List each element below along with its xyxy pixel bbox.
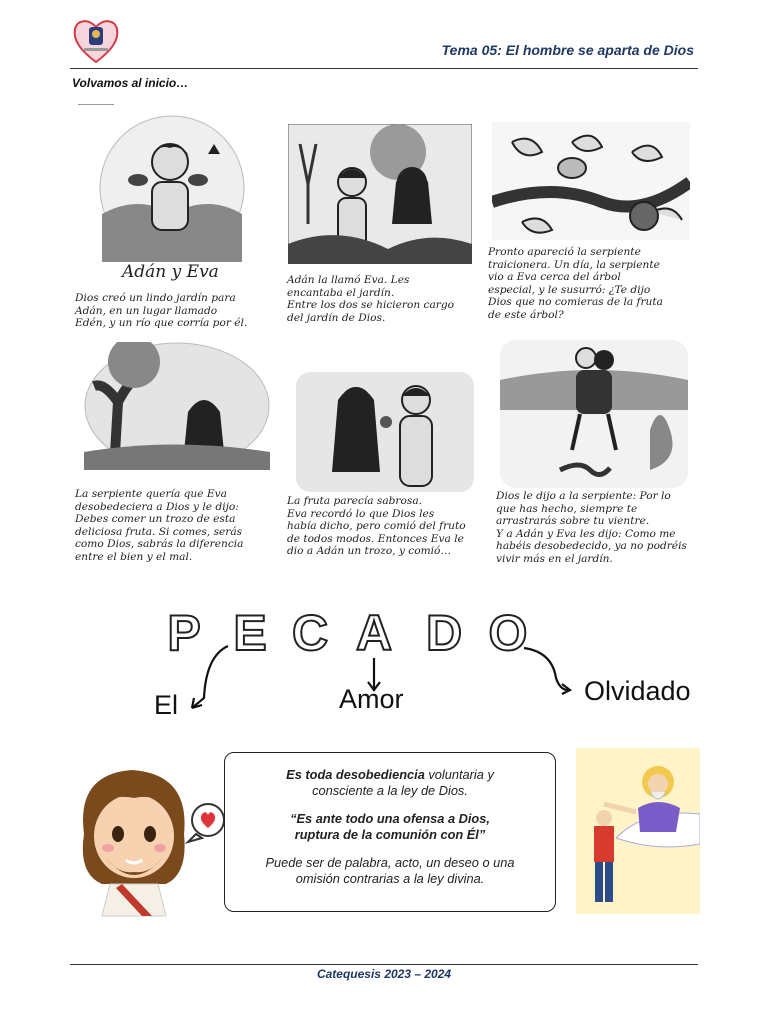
panel-5-caption: La fruta parecía sabrosa. Eva recordó lo que Dios les había dicho, pero comió del fruto de todos modos. Entonces Eva le dio a Adán un trozo, y comió…	[287, 495, 466, 558]
acrostic-letter: E	[233, 605, 267, 656]
eve-fruit-illustration	[296, 372, 474, 492]
definition-quote: “Es ante todo una ofensa a Dios, ruptura de la comunión con Él”	[290, 811, 490, 842]
definition-line-3: Puede ser de palabra, acto, un deseo o una omisión contrarias a la ley divina.	[265, 855, 515, 886]
acrostic-letter: C	[291, 605, 329, 656]
acrostic-letter: O	[488, 605, 528, 656]
serpent-illustration	[492, 122, 690, 240]
sin-definition-box	[224, 752, 556, 912]
eve-tree-illustration	[84, 342, 270, 470]
acrostic-word-olvidado: Olvidado	[584, 676, 691, 706]
panel-1-title: Adán y Eva	[122, 262, 219, 282]
definition-line-1	[225, 767, 555, 799]
panel-1-caption: Dios creó un lindo jardín para Adán, en un lugar llamado Edén, y un río que corría por él.	[75, 292, 248, 330]
arrow-to-olvidado	[524, 648, 568, 690]
panel-3-caption: Pronto apareció la serpiente traicionera. Un día, la serpiente vio a Eva cerca del árbol especial, y le susurró: ¿Te dijo Dios que no comieras de la fruta de este árbol?	[488, 246, 663, 321]
parish-logo-icon	[70, 14, 122, 66]
panel-6-caption: Dios le dijo a la serpiente: Por lo que has hecho, siempre te arrastrarás sobre tu vientre. Y a Adán y Eva les dijo: Como me habéis desobedecido, ya no podréis vivir más en el jardín.	[496, 490, 687, 565]
acrostic-word-el: El	[154, 690, 179, 720]
footer-text: Catequesis 2023 – 2024	[316, 967, 452, 981]
arrow-to-el	[192, 646, 228, 708]
expulsion-illustration	[500, 340, 688, 488]
section-subtitle: Volvamos al inicio…	[72, 76, 189, 90]
definition-rest: voluntaria y consciente a la ley de Dios.	[312, 767, 494, 798]
header-divider	[70, 68, 698, 69]
panel-4-caption: La serpiente quería que Eva desobedeciera a Dios y le dijo: Debes comer un trozo de esta deliciosa fruta. Si comes, serás como Dios, sabrás la diferencia entre el bien y el mal.	[75, 488, 244, 563]
acrostic-word-amor: Amor	[339, 684, 404, 714]
adam-illustration	[98, 114, 246, 262]
panel-2-caption: Adán la llamó Eva. Les encantaba el jardín. Entre los dos se hicieron cargo del jardín de Dios.	[287, 274, 455, 324]
footer-divider	[70, 964, 698, 965]
short-divider	[78, 104, 114, 105]
god-speaking-icon	[576, 748, 700, 914]
cartoon-jesus-icon	[66, 764, 246, 924]
acrostic-letter: A	[355, 605, 393, 656]
definition-bold: Es toda desobediencia	[286, 767, 425, 782]
topic-title: Tema 05: El hombre se aparta de Dios	[441, 42, 694, 58]
acrostic-letter: P	[167, 605, 201, 656]
adam-eve-garden-illustration	[288, 124, 472, 264]
acrostic-letter: D	[425, 605, 463, 656]
